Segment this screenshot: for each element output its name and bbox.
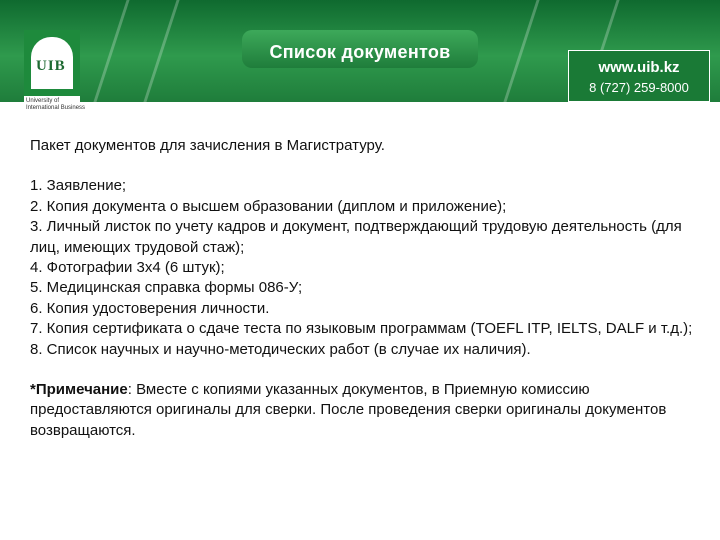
header [0,0,720,110]
document-content [30,136,700,441]
list-item: 5. Медицинская справка формы 086-У; [30,279,303,297]
logo-mark: UIB [36,58,66,74]
list-item: 3. Личный листок по учету кадров и документ, подтверждающий трудовую деятельность (для лиц, имеющих трудовой стаж); [30,218,682,256]
decorative-streak [503,0,539,102]
decorative-streak [143,0,179,102]
list-item: 2. Копия документа о высшем образовании (диплом и приложение); [30,197,507,215]
note-text: : Вместе с копиями указанных документов, в Приемную комиссию предоставляются оригиналы для сверки. После проведения сверки оригиналы документов возвращаются. [30,381,667,439]
phone-number: 8 (727) 259-8000 [589,80,689,95]
list-item: 1. Заявление; [30,177,127,195]
list-item: 4. Фотографии 3х4 (6 штук); [30,259,225,277]
website-link[interactable]: www.uib.kz [598,59,680,76]
list-item: 7. Копия сертификата о сдаче теста по языковым программам (TOEFL ITP, IELTS, DALF и т.д.); [30,320,693,338]
note [30,380,700,441]
content-heading: Пакет документов для зачисления в Магистратуру. [30,137,385,154]
slide-title: Список документов [242,30,478,68]
uib-logo [24,30,86,122]
decorative-streak [93,0,129,102]
note-label: *Примечание [30,381,128,399]
list-item: 8. Список научных и научно-методических работ (в случае их наличия). [30,340,531,358]
logo-caption: University of International Business [26,98,86,111]
contact-box [568,50,710,102]
list-item: 6. Копия удостоверения личности. [30,299,270,317]
